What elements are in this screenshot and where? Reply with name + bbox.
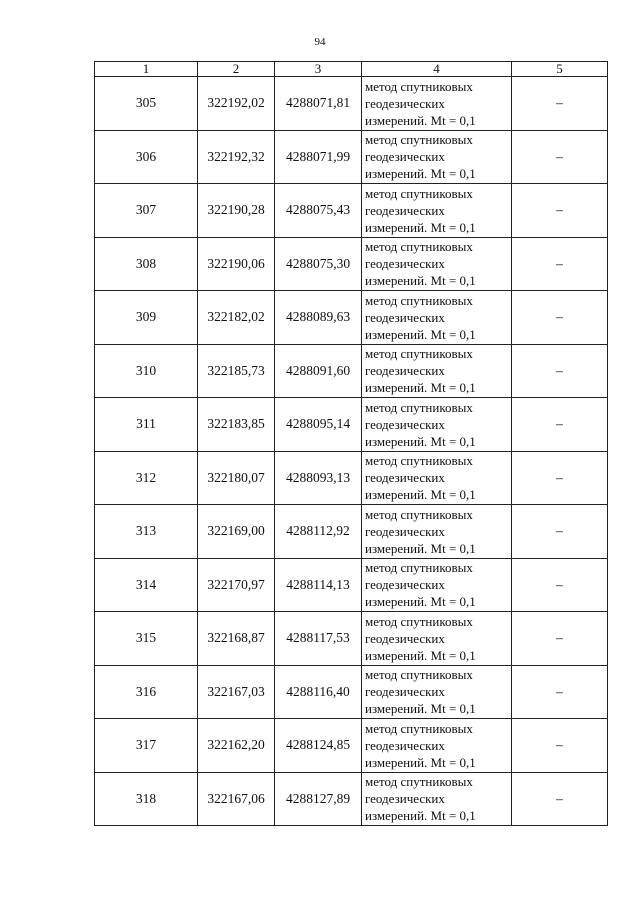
header-col-5: 5 [512,62,608,77]
method-line: измерений. Mt = 0,1 [365,540,476,556]
note-cell: – [512,398,608,452]
method-line: измерений. Mt = 0,1 [365,594,476,610]
x-coordinate-cell: 322169,00 [198,505,275,559]
y-coordinate-cell: 4288089,63 [275,291,362,345]
table-row [95,665,608,719]
method-cell [362,558,512,612]
method-line: метод спутниковых [365,774,473,790]
method-line: измерений. Mt = 0,1 [365,487,476,503]
note-cell: – [512,344,608,398]
method-line: метод спутниковых [365,292,473,308]
method-line: геодезических [365,791,445,807]
method-line: измерений. Mt = 0,1 [365,326,476,342]
point-number-cell: 311 [95,398,198,452]
method-line: метод спутниковых [365,667,473,683]
method-line: метод спутниковых [365,78,473,94]
y-coordinate-cell: 4288124,85 [275,719,362,773]
table-row [95,772,608,826]
y-coordinate-cell: 4288114,13 [275,558,362,612]
note-cell: – [512,291,608,345]
method-cell [362,344,512,398]
table-body [95,77,608,826]
table-row [95,612,608,666]
method-line: измерений. Mt = 0,1 [365,433,476,449]
point-number-cell: 314 [95,558,198,612]
y-coordinate-cell: 4288091,60 [275,344,362,398]
method-cell [362,77,512,131]
method-line: измерений. Mt = 0,1 [365,166,476,182]
method-line: геодезических [365,470,445,486]
method-cell [362,719,512,773]
method-line: метод спутниковых [365,346,473,362]
table-row [95,719,608,773]
y-coordinate-cell: 4288075,30 [275,237,362,291]
table-row [95,558,608,612]
y-coordinate-cell: 4288071,99 [275,130,362,184]
method-line: геодезических [365,630,445,646]
x-coordinate-cell: 322192,32 [198,130,275,184]
method-line: метод спутниковых [365,506,473,522]
method-line: геодезических [365,523,445,539]
header-row [95,62,608,77]
method-line: измерений. Mt = 0,1 [365,380,476,396]
table-row [95,451,608,505]
point-number-cell: 307 [95,184,198,238]
table-row [95,505,608,559]
method-cell [362,398,512,452]
x-coordinate-cell: 322190,28 [198,184,275,238]
point-number-cell: 312 [95,451,198,505]
point-number-cell: 309 [95,291,198,345]
page-number: 94 [314,36,326,48]
method-line: метод спутниковых [365,453,473,469]
method-cell [362,612,512,666]
table-row [95,398,608,452]
x-coordinate-cell: 322190,06 [198,237,275,291]
header-col-3: 3 [275,62,362,77]
x-coordinate-cell: 322192,02 [198,77,275,131]
note-cell: – [512,665,608,719]
x-coordinate-cell: 322180,07 [198,451,275,505]
method-line: геодезических [365,684,445,700]
note-cell: – [512,237,608,291]
method-line: метод спутниковых [365,613,473,629]
method-line: геодезических [365,95,445,111]
table-row [95,237,608,291]
method-cell [362,237,512,291]
method-cell [362,772,512,826]
note-cell: – [512,130,608,184]
point-number-cell: 306 [95,130,198,184]
method-line: измерений. Mt = 0,1 [365,112,476,128]
x-coordinate-cell: 322167,06 [198,772,275,826]
x-coordinate-cell: 322168,87 [198,612,275,666]
note-cell: – [512,612,608,666]
y-coordinate-cell: 4288117,53 [275,612,362,666]
table-header [95,62,608,77]
note-cell: – [512,719,608,773]
x-coordinate-cell: 322182,02 [198,291,275,345]
method-line: геодезических [365,149,445,165]
header-col-4: 4 [362,62,512,77]
method-line: метод спутниковых [365,399,473,415]
y-coordinate-cell: 4288093,13 [275,451,362,505]
method-cell [362,505,512,559]
method-line: метод спутниковых [365,185,473,201]
y-coordinate-cell: 4288112,92 [275,505,362,559]
method-line: метод спутниковых [365,720,473,736]
method-line: метод спутниковых [365,132,473,148]
x-coordinate-cell: 322162,20 [198,719,275,773]
header-col-1: 1 [95,62,198,77]
table-row [95,291,608,345]
method-line: измерений. Mt = 0,1 [365,701,476,717]
method-line: измерений. Mt = 0,1 [365,754,476,770]
method-line: геодезических [365,363,445,379]
point-number-cell: 317 [95,719,198,773]
point-number-cell: 313 [95,505,198,559]
method-line: геодезических [365,416,445,432]
note-cell: – [512,184,608,238]
x-coordinate-cell: 322170,97 [198,558,275,612]
method-line: метод спутниковых [365,560,473,576]
method-line: геодезических [365,737,445,753]
method-cell [362,291,512,345]
point-number-cell: 308 [95,237,198,291]
method-line: измерений. Mt = 0,1 [365,647,476,663]
table-row [95,130,608,184]
method-cell [362,184,512,238]
method-line: геодезических [365,202,445,218]
point-number-cell: 305 [95,77,198,131]
method-line: измерений. Mt = 0,1 [365,219,476,235]
y-coordinate-cell: 4288095,14 [275,398,362,452]
note-cell: – [512,77,608,131]
method-line: метод спутниковых [365,239,473,255]
method-line: измерений. Mt = 0,1 [365,808,476,824]
point-number-cell: 316 [95,665,198,719]
note-cell: – [512,505,608,559]
y-coordinate-cell: 4288116,40 [275,665,362,719]
method-line: геодезических [365,577,445,593]
note-cell: – [512,772,608,826]
method-cell [362,130,512,184]
note-cell: – [512,451,608,505]
y-coordinate-cell: 4288075,43 [275,184,362,238]
point-number-cell: 318 [95,772,198,826]
header-col-2: 2 [198,62,275,77]
y-coordinate-cell: 4288127,89 [275,772,362,826]
method-line: геодезических [365,256,445,272]
x-coordinate-cell: 322185,73 [198,344,275,398]
x-coordinate-cell: 322167,03 [198,665,275,719]
table-row [95,344,608,398]
coordinates-table [94,61,608,826]
point-number-cell: 315 [95,612,198,666]
table-row [95,184,608,238]
method-cell [362,665,512,719]
y-coordinate-cell: 4288071,81 [275,77,362,131]
note-cell: – [512,558,608,612]
table-row [95,77,608,131]
x-coordinate-cell: 322183,85 [198,398,275,452]
method-cell [362,451,512,505]
method-line: геодезических [365,309,445,325]
point-number-cell: 310 [95,344,198,398]
method-line: измерений. Mt = 0,1 [365,273,476,289]
